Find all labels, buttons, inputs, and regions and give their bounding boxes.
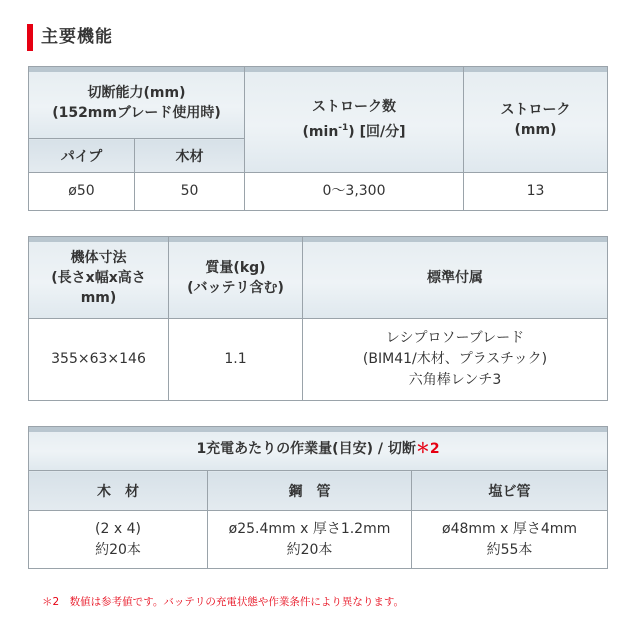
cut-capacity-header: 切断能力(mm) (152mmブレード使用時) xyxy=(29,67,245,139)
pipe-value: ø50 xyxy=(29,173,135,211)
steel-pipe-amount: ø25.4mm x 厚さ1.2mm 約20本 xyxy=(208,511,412,569)
wood-subheader: 木材 xyxy=(135,139,245,173)
pvc-pipe-column-header: 塩ビ管 xyxy=(412,471,608,511)
pipe-subheader: パイプ xyxy=(29,139,135,173)
wood-amount: (2 x 4) 約20本 xyxy=(29,511,208,569)
dimensions-value: 355×63×146 xyxy=(29,319,169,401)
section-title: 主要機能 xyxy=(41,27,113,47)
stroke-count-value: 0～3,300 xyxy=(245,173,464,211)
stroke-header: ストローク (mm) xyxy=(464,67,608,173)
cutting-spec-table xyxy=(28,66,608,211)
stroke-value: 13 xyxy=(464,173,608,211)
wood-value: 50 xyxy=(135,173,245,211)
pvc-pipe-amount: ø48mm x 厚さ4mm 約55本 xyxy=(412,511,608,569)
weight-header: 質量(kg) (バッテリ含む) xyxy=(169,237,303,319)
steel-pipe-column-header: 鋼 管 xyxy=(208,471,412,511)
work-amount-header: 1充電あたりの作業量(目安) / 切断＊2 xyxy=(29,427,608,471)
work-amount-table xyxy=(28,426,608,569)
footnote-mark: ＊2 xyxy=(415,440,440,457)
wood-column-header: 木 材 xyxy=(29,471,208,511)
stroke-count-header: ストローク数 $(\min^{-1})$ [回/分] xyxy=(245,67,464,173)
footnote: ＊2 数値は参考値です。バッテリの充電状態や作業条件により異なります。 xyxy=(42,596,404,608)
weight-value: 1.1 xyxy=(169,319,303,401)
accessories-value: レシプロソーブレード (BIM41/木材、プラスチック) 六角棒レンチ3 xyxy=(303,319,608,401)
section-title-accent-bar xyxy=(27,24,33,51)
dimensions-header: 機体寸法 (長さx幅x高さ mm) xyxy=(29,237,169,319)
body-spec-table xyxy=(28,236,608,401)
accessories-header: 標準付属 xyxy=(303,237,608,319)
